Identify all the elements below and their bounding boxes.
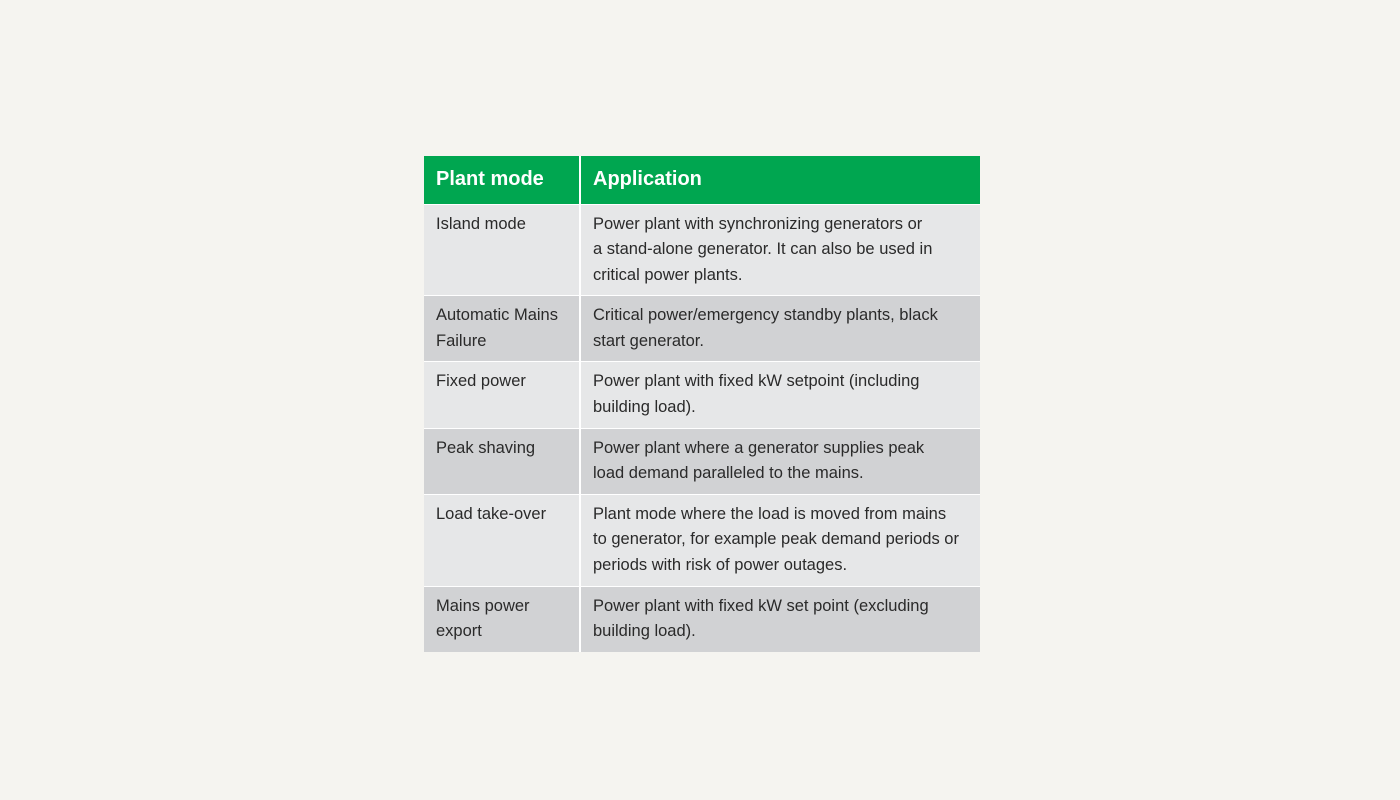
table-row: [424, 494, 980, 586]
mode-line: Automatic Mains: [436, 306, 558, 325]
application-line: to generator, for example peak demand periods or: [593, 530, 959, 549]
application-line: critical power plants.: [593, 265, 743, 284]
mode-cell: [424, 204, 580, 296]
application-line: start generator.: [593, 331, 704, 350]
application-cell: [580, 586, 980, 652]
mode-text: Peak shaving: [436, 438, 536, 457]
mode-cell: [424, 586, 580, 652]
mode-cell: [424, 494, 580, 586]
application-line: Plant mode where the load is moved from mains: [593, 504, 947, 523]
application-line: Critical power/emergency standby plants, black: [593, 306, 938, 325]
table-row: [424, 296, 980, 362]
header-plant-mode: Plant mode: [424, 156, 580, 204]
application-line: a stand-alone generator. It can also be used in: [593, 240, 933, 259]
application-cell: [580, 204, 980, 296]
mode-line: export: [436, 622, 482, 641]
mode-text: Island mode: [436, 214, 526, 233]
header-application: Application: [580, 156, 980, 204]
mode-cell: [424, 362, 580, 428]
application-line: building load).: [593, 622, 696, 641]
application-cell: [580, 296, 980, 362]
application-line: periods with risk of power outages.: [593, 556, 848, 575]
application-line: load demand paralleled to the mains.: [593, 464, 864, 483]
table-row: [424, 204, 980, 296]
mode-cell: [424, 296, 580, 362]
mode-text: Fixed power: [436, 372, 526, 391]
plant-mode-table: [424, 156, 980, 652]
application-line: Power plant with fixed kW setpoint (including: [593, 372, 920, 391]
application-line: building load).: [593, 398, 696, 417]
table-row: [424, 428, 980, 494]
table-row: [424, 362, 980, 428]
mode-cell: [424, 428, 580, 494]
application-cell: [580, 362, 980, 428]
table-row: [424, 586, 980, 652]
plant-mode-table-container: [424, 156, 980, 652]
mode-line: Mains power: [436, 596, 530, 615]
application-line: Power plant with fixed kW set point (excluding: [593, 596, 929, 615]
application-cell: [580, 494, 980, 586]
mode-text: Load take-over: [436, 504, 547, 523]
application-cell: [580, 428, 980, 494]
application-line: Power plant where a generator supplies peak: [593, 438, 925, 457]
table-header-row: [424, 156, 980, 204]
application-line: Power plant with synchronizing generators or: [593, 214, 923, 233]
mode-line: Failure: [436, 331, 487, 350]
